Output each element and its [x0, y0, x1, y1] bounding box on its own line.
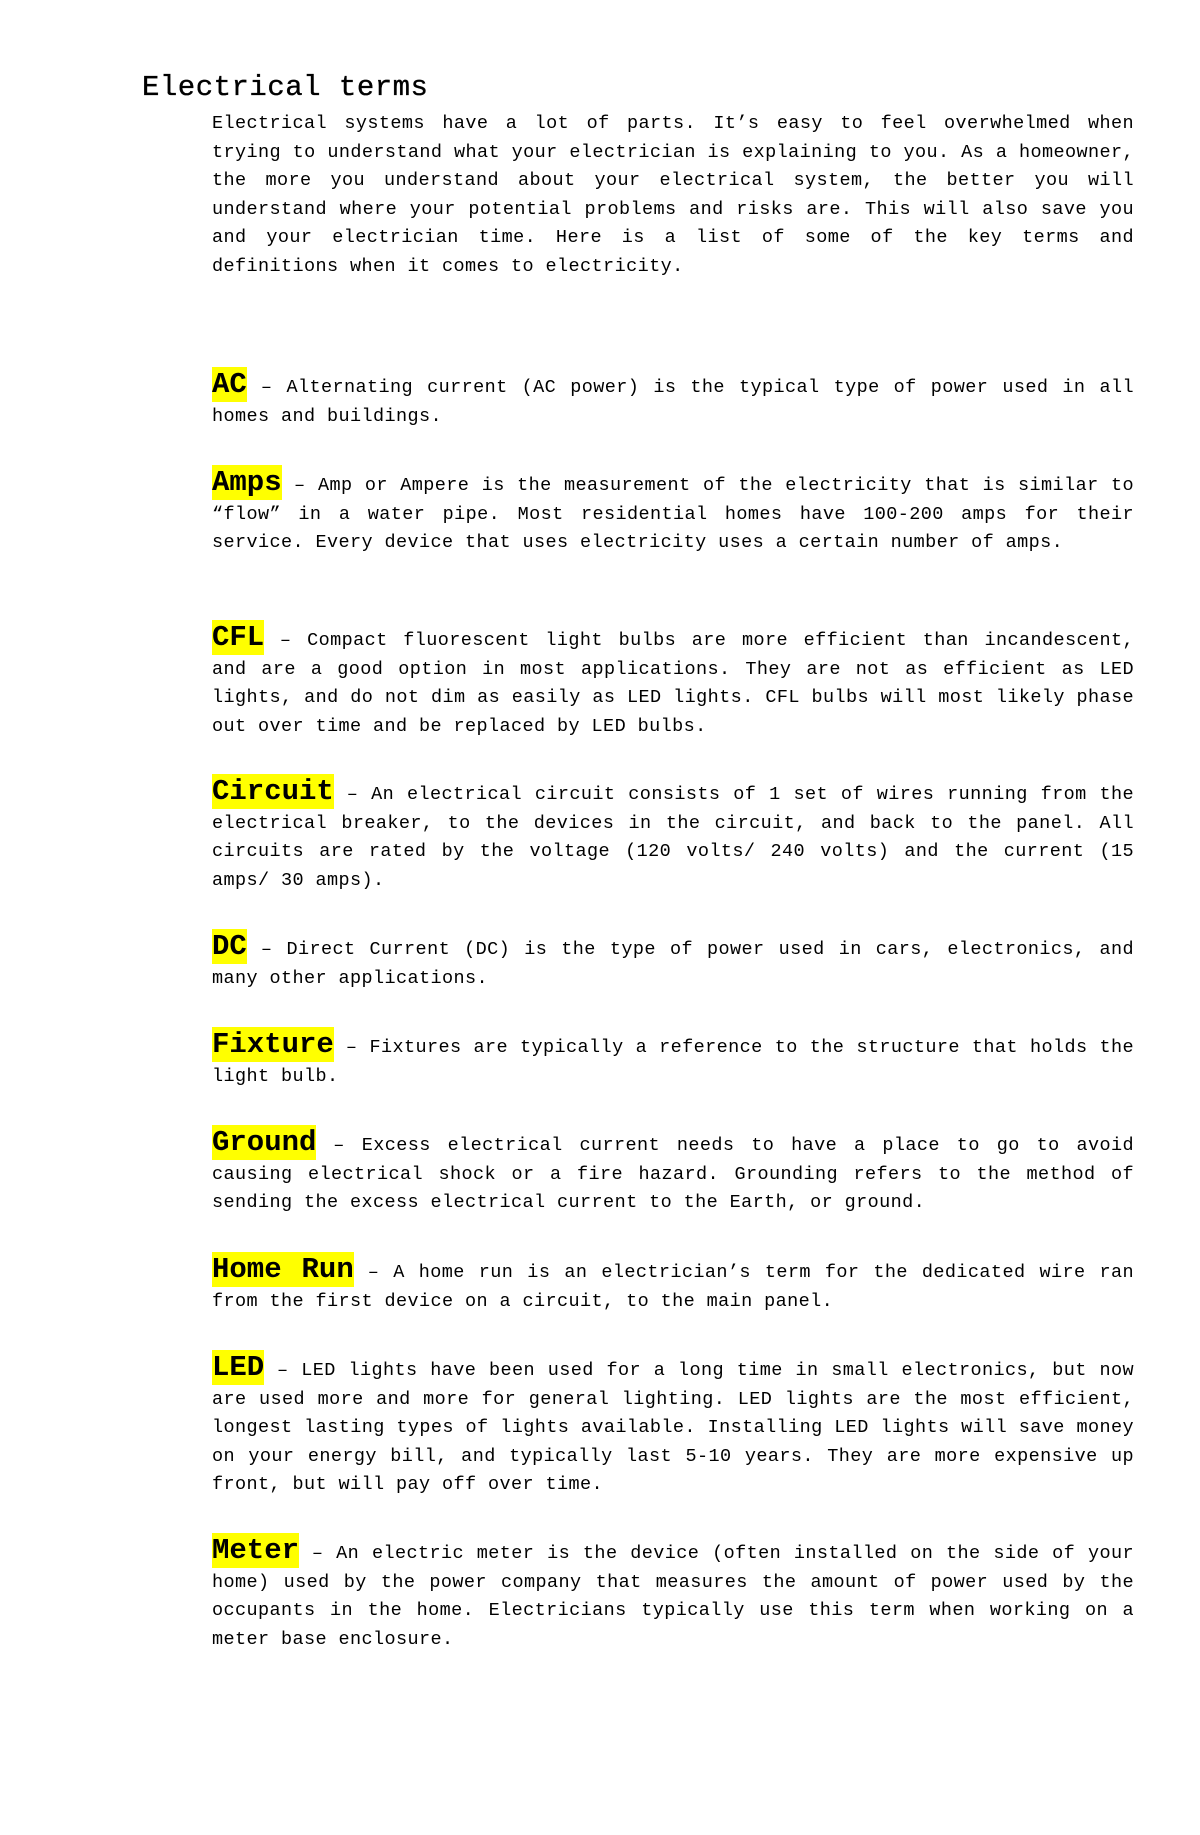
- glossary-entry-led: [212, 1351, 1134, 1500]
- term-separator: –: [299, 1543, 337, 1564]
- term-definition: Excess electrical current needs to have a place to go to avoid causing electrical shock or a fire hazard. Grounding refers to the method of sending the excess electrical current to the Earth, or ground.: [212, 1135, 1134, 1213]
- glossary-entry-amps: [212, 466, 1134, 558]
- term-definition: Fixtures are typically a reference to the structure that holds the light bulb.: [212, 1037, 1134, 1087]
- term-separator: –: [333, 784, 372, 805]
- term-definition: Direct Current (DC) is the type of power used in cars, electronics, and many other applications.: [212, 939, 1134, 989]
- term-definition: Alternating current (AC power) is the typical type of power used in all homes and buildings.: [212, 377, 1134, 427]
- term-separator: –: [246, 939, 287, 960]
- intro-paragraph: Electrical systems have a lot of parts. It’s easy to feel overwhelmed when trying to understand what your electrician is explaining to you. As a homeowner, the more you understand about your electrical system, the better you will understand where your potential problems and risks are. This will also save you and your electrician time. Here is a list of some of the key terms and definitions when it comes to electricity.: [212, 113, 1134, 277]
- term-label: Home Run: [212, 1253, 354, 1286]
- term-label: Fixture: [212, 1028, 334, 1061]
- glossary-entry-ac: [212, 368, 1134, 431]
- term-separator: –: [264, 630, 308, 651]
- glossary-entry-cfl: [212, 621, 1134, 741]
- term-definition: An electrical circuit consists of 1 set of wires running from the electrical breaker, to the devices in the circuit, and back to the panel. All circuits are rated by the voltage (120 volts/ 240 volts) and the current (15 amps/ 30 amps).: [212, 784, 1134, 891]
- term-label: Meter: [212, 1534, 300, 1567]
- page-title: Electrical terms: [142, 71, 429, 104]
- term-separator: –: [353, 1262, 394, 1283]
- glossary-entry-ground: [212, 1126, 1134, 1218]
- term-separator: –: [333, 1037, 370, 1058]
- term-separator: –: [281, 475, 318, 496]
- term-label: Circuit: [212, 775, 334, 808]
- glossary-entry-circuit: [212, 775, 1134, 895]
- term-definition: Compact fluorescent light bulbs are more efficient than incandescent, and are a good option in most applications. They are not as efficient as LED lights, and do not dim as easily as LED lights. CFL bulbs will most likely phase out over time and be replaced by LED bulbs.: [212, 630, 1134, 737]
- term-definition: LED lights have been used for a long time in small electronics, but now are used more and more for general lighting. LED lights are the most efficient, longest lasting types of lights available. Installing LED lights will save money on your energy bill, and typically last 5-10 years. They are more expensive up front, but will pay off over time.: [212, 1360, 1134, 1495]
- term-separator: –: [246, 377, 287, 398]
- glossary-entry-home-run: [212, 1253, 1134, 1316]
- term-label: Amps: [212, 466, 282, 499]
- term-definition: A home run is an electrician’s term for the dedicated wire ran from the first device on a circuit, to the main panel.: [212, 1262, 1134, 1312]
- term-separator: –: [264, 1360, 302, 1381]
- term-label: LED: [212, 1351, 265, 1384]
- term-label: Ground: [212, 1126, 317, 1159]
- term-separator: –: [316, 1135, 362, 1156]
- term-label: CFL: [212, 621, 265, 654]
- glossary-entry-meter: [212, 1534, 1134, 1654]
- glossary-entry-fixture: [212, 1028, 1134, 1091]
- term-label: DC: [212, 930, 247, 963]
- term-definition: An electric meter is the device (often installed on the side of your home) used by the power company that measures the amount of power used by the occupants in the home. Electricians typically use this term when working on a meter base enclosure.: [212, 1543, 1135, 1650]
- glossary-entry-dc: [212, 930, 1134, 993]
- term-label: AC: [212, 368, 247, 401]
- term-definition: Amp or Ampere is the measurement of the electricity that is similar to “flow” in a water pipe. Most residential homes have 100-200 amps for their service. Every device that uses electricity uses a certain number of amps.: [212, 475, 1134, 553]
